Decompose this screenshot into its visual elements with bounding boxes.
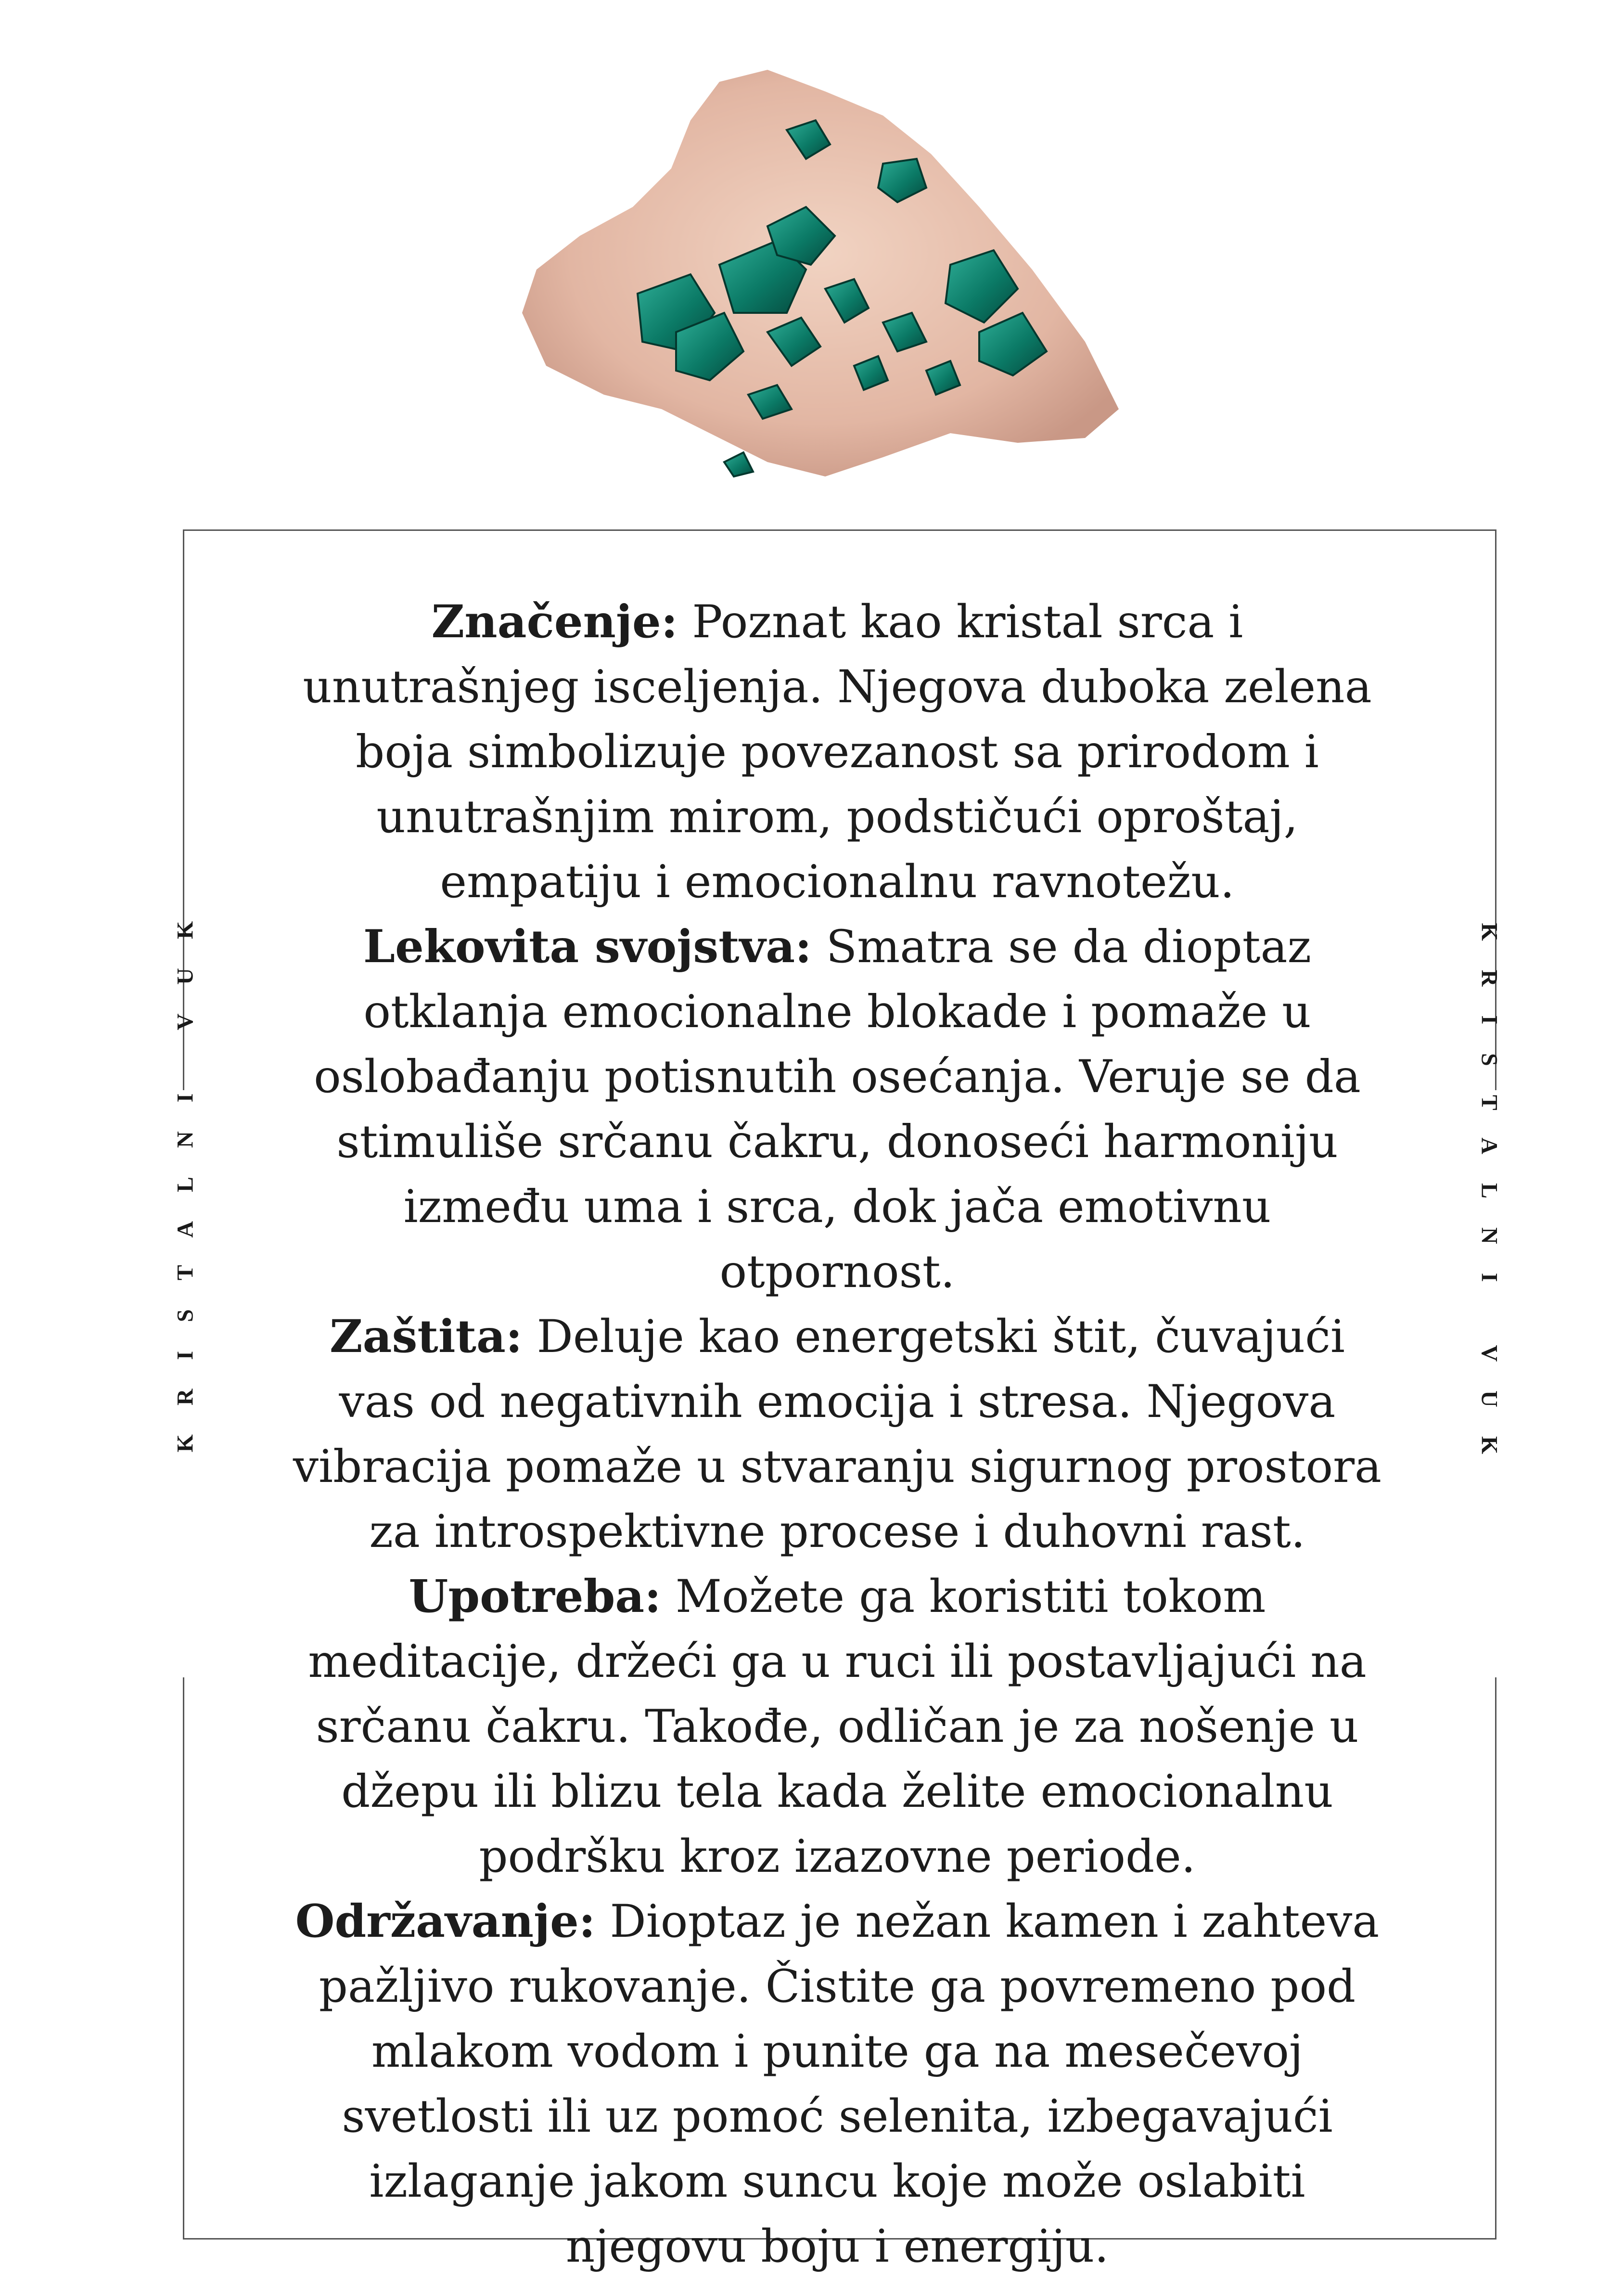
side-brand-label-left: KRISTALNI VUK [172, 892, 198, 1453]
section-text: Smatra se da dioptaz otklanja emocionalne blokade i pomaže u oslobađanju potisnutih osećanja. Veruje se da stimuliše srčanu čakru, donoseći harmoniju između uma i srca, dok jača emotivnu otpornost. [314, 921, 1361, 1298]
description-text-block [289, 590, 1386, 2279]
section-heading: Zaštita: [329, 1310, 523, 1363]
frame-right-border [1495, 1677, 1496, 2240]
section-heading: Značenje: [431, 595, 678, 648]
section-text: Možete ga koristiti tokom meditacije, držeći ga u ruci ili postavljajući na srčanu čakru. Takođe, odličan je za nošenje u džepu ili blizu tela kada želite emocionalnu podršku kroz izazovne periode. [308, 1571, 1367, 1883]
section-meaning [289, 590, 1386, 914]
section-text: Deluje kao energetski štit, čuvajući vas od negativnih emocija i stresa. Njegova vibracija pomaže u stvaranju sigurnog prostora za introspektivne procese i duhovni rast. [293, 1311, 1382, 1558]
frame-top-border [183, 529, 1496, 531]
section-protection [289, 1304, 1386, 1564]
section-healing-properties [289, 914, 1386, 1304]
section-text: Poznat kao kristal srca i unutrašnjeg isceljenja. Njegova duboka zelena boja simbolizuje povezanost sa prirodom i unutrašnjim mirom, podstičući oproštaj, empatiju i emocionalnu ravnotežu. [303, 596, 1372, 908]
section-text: Dioptaz je nežan kamen i zahteva pažljivo rukovanje. Čistite ga povremeno pod mlakom vodom i punite ga na mesečevoj svetlosti ili uz pomoć selenita, izbegavajući izlaganje jakom suncu koje može oslabiti njegovu boju i energiju. [319, 1895, 1380, 2273]
section-usage [289, 1564, 1386, 1889]
dioptase-crystal-icon [517, 63, 1124, 481]
section-heading: Lekovita svojstva: [363, 920, 812, 973]
frame-left-border [183, 1677, 184, 2240]
section-heading: Upotreba: [409, 1570, 661, 1623]
side-brand-label-right: KRISTALNI VUK [1476, 923, 1502, 1483]
section-maintenance [289, 1889, 1386, 2279]
section-heading: Održavanje: [295, 1895, 596, 1948]
